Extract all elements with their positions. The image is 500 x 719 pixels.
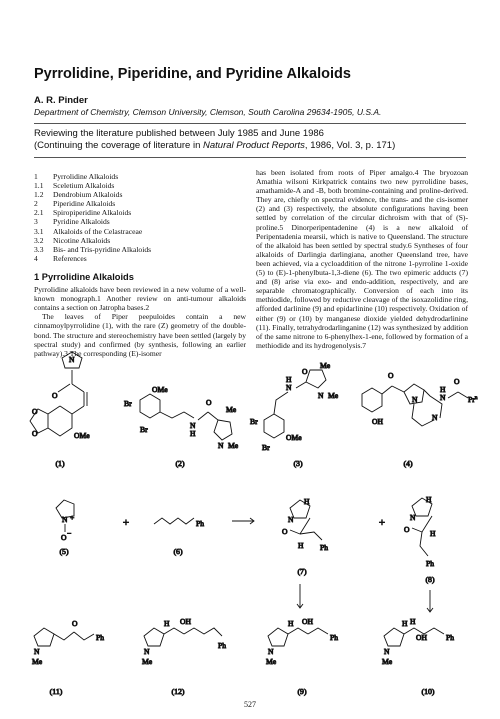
svg-text:OMe: OMe — [152, 385, 168, 394]
svg-text:Ph: Ph — [330, 633, 339, 642]
svg-text:O: O — [282, 527, 288, 536]
svg-text:N: N — [412, 395, 418, 404]
svg-text:Ph: Ph — [196, 519, 205, 528]
svg-text:OH: OH — [180, 617, 191, 626]
svg-text:N: N — [440, 393, 446, 402]
compound-label: (7) — [297, 567, 307, 576]
svg-text:H: H — [164, 619, 170, 628]
compound-label: (8) — [425, 575, 435, 584]
paragraph: The leaves of Piper peepuloides contain a new cinnamoylpyrrolidine (1), with the rare (Z) geometry of the double-bond. The structure and stereochemistry have been settled (largely by spectral study) and confirmed (by synthesis, following an earlier pathway).3 The corresponding (E)-isomer — [34, 312, 246, 358]
section-heading: 1 Pyrrolidine Alkaloids — [34, 271, 134, 282]
structure-10 — [382, 617, 454, 696]
compound-label: (3) — [293, 459, 303, 468]
svg-text:H: H — [402, 619, 408, 628]
paragraph: has been isolated from roots of Piper amalgo.4 The bryozoan Amathia wilsoni Kirkpatrick contains two new pyrrolidine bases, amathamide-A and -B, both bromine-containing and proline-derived. They are, chiefly on spectral evidence, the trans- and the cis-isomer (2) and (3) respectively, the absolute configurations having been settled by correlation of the circular dichroism with that of (S)-proline.5 Dinorperipentadenine (4) is a new alkaloid of Peripentadenia mearsii, which is native to Queensland. The structure of the alkaloid has been settled by spectral study.6 Syntheses of four alkaloids of Darlingia darlingiana, another Queensland tree, have been achieved, via a cycloaddition of the nitrone 1-pyrroline 1-oxide (5) to (E)-1-phenylbuta-1,3-diene (6). The two epimeric adducts (7) and (8) arise via exo- and endo-addition, respectively, and are separable chromatographically. Conversion of each into its methiodide, followed by reductive cleavage of the isoxazolidine ring, afforded darlinine (9) and epidarlinine (10) respectively. Oxidation of either (9) or (10) by manganese dioxide yielded dehydrodarlinine (11). Finally, tetrahydrodarlinganine (12) was synthesized by addition of the same nitrone to 6-phenylhex-1-ene, followed by formation of a methiodide and its hydrogenolysis.7 — [256, 168, 469, 350]
svg-text:Me: Me — [266, 657, 277, 666]
svg-text:N: N — [410, 513, 416, 522]
svg-text:Me: Me — [382, 657, 393, 666]
svg-text:H: H — [410, 617, 416, 626]
toc-label: Spiropiperidine Alkaloids — [53, 208, 132, 218]
svg-text:Me: Me — [226, 405, 237, 414]
compound-label: (10) — [421, 687, 435, 696]
svg-text:N: N — [69, 355, 75, 364]
svg-text:Br: Br — [140, 425, 148, 434]
toc-number: 4 — [34, 253, 38, 263]
svg-text:OMe: OMe — [286, 433, 302, 442]
toc-number: 1.1 — [34, 181, 44, 191]
compound-label: (5) — [59, 547, 69, 556]
plus-sign: + — [378, 517, 386, 529]
svg-text:N: N — [286, 383, 292, 392]
toc-label: Nicotine Alkaloids — [53, 235, 111, 245]
compound-label: (11) — [49, 687, 63, 696]
author-affiliation: Department of Chemistry, Clemson University, Clemson, South Carolina 29634-1905, U.S.A. — [34, 107, 382, 117]
toc-number: 3 — [34, 217, 38, 227]
svg-text:O: O — [302, 367, 308, 376]
svg-text:Me: Me — [142, 657, 153, 666]
toc-number: 3.2 — [34, 235, 44, 245]
reaction-arrow — [297, 584, 303, 608]
svg-text:H: H — [298, 541, 304, 550]
toc-label: Sceletium Alkaloids — [53, 181, 115, 191]
svg-text:H: H — [440, 385, 446, 394]
review-continuation: (Continuing the coverage of literature in Natural Product Reports, 1986, Vol. 3, p. 171) — [34, 140, 396, 151]
svg-text:OH: OH — [416, 633, 427, 642]
author-name: A. R. Pinder — [34, 95, 88, 106]
svg-text:H: H — [286, 375, 292, 384]
svg-text:O: O — [206, 398, 212, 407]
svg-text:Br: Br — [262, 443, 270, 452]
structure-11 — [32, 619, 104, 696]
svg-text:H: H — [430, 529, 436, 538]
structure-2 — [124, 385, 239, 468]
svg-text:N: N — [318, 391, 324, 400]
svg-text:N: N — [144, 647, 150, 656]
svg-text:OH: OH — [302, 617, 313, 626]
pyrrolidine-ring — [384, 628, 404, 646]
structure-5 — [56, 500, 74, 556]
structure-12 — [142, 617, 226, 696]
compound-label: (12) — [171, 687, 185, 696]
svg-text:H: H — [288, 619, 294, 628]
svg-text:Me: Me — [228, 441, 239, 450]
svg-text:Me: Me — [320, 361, 331, 370]
structure-8 — [404, 495, 436, 584]
pyrrolidine-ring — [144, 628, 164, 646]
pyrrolidine-ring — [34, 628, 54, 646]
svg-text:N: N — [384, 647, 390, 656]
phenol-ring — [362, 388, 382, 412]
svg-text:Ph: Ph — [446, 633, 455, 642]
compound-label: (9) — [297, 687, 307, 696]
svg-text:N: N — [288, 515, 294, 524]
svg-text:O: O — [388, 371, 394, 380]
svg-text:OMe: OMe — [74, 431, 90, 440]
structure-7 — [282, 497, 328, 576]
structure-4 — [362, 371, 478, 468]
svg-text:O: O — [454, 377, 460, 386]
svg-text:O: O — [61, 533, 67, 542]
toc-number: 2.1 — [34, 208, 44, 218]
reaction-arrow — [427, 590, 433, 612]
toc-number: 1 — [34, 172, 38, 181]
toc-label: Bis- and Tris-pyridine Alkaloids — [53, 244, 152, 254]
structure-6 — [154, 518, 204, 556]
svg-text:−: − — [67, 529, 72, 538]
compound-label: (2) — [175, 459, 185, 468]
reaction-arrow — [232, 518, 254, 524]
structure-9 — [266, 617, 338, 696]
svg-text:N: N — [190, 421, 196, 430]
pyrrolidine-ring — [208, 412, 232, 440]
toc-label: Pyridine Alkaloids — [53, 217, 110, 227]
toc-number: 2 — [34, 199, 38, 209]
svg-text:N: N — [62, 515, 68, 524]
svg-text:O: O — [72, 619, 78, 628]
pyrrolidine-ring — [306, 370, 326, 388]
journal-name: Natural Product Reports — [203, 140, 305, 151]
svg-text:Prn: Pr$^n$ — [468, 395, 478, 404]
svg-text:N: N — [268, 647, 274, 656]
page-number: 527 — [244, 700, 256, 709]
toc-label: Dendrobium Alkaloids — [53, 190, 123, 200]
svg-text:N: N — [34, 647, 40, 656]
svg-text:Ph: Ph — [96, 633, 105, 642]
compound-label: (4) — [403, 459, 413, 468]
toc-label: Pyrrolidine Alkaloids — [53, 172, 119, 181]
svg-text:H: H — [190, 429, 196, 438]
svg-text:N: N — [218, 441, 224, 450]
structure-1 — [30, 352, 90, 468]
svg-text:Ph: Ph — [426, 559, 435, 568]
svg-text:Ph: Ph — [320, 543, 329, 552]
svg-text:O: O — [52, 391, 58, 400]
review-period: Reviewing the literature published between July 1985 and June 1986 — [34, 128, 324, 139]
svg-text:Me: Me — [32, 657, 43, 666]
plus-sign: + — [122, 517, 130, 529]
benzene-ring — [264, 414, 284, 438]
toc-label: References — [53, 253, 87, 263]
toc-number: 1.2 — [34, 190, 44, 200]
article-title: Pyrrolidine, Piperidine, and Pyridine Alkaloids — [34, 66, 351, 82]
svg-text:Ph: Ph — [218, 641, 227, 650]
svg-text:Br: Br — [250, 417, 258, 426]
svg-text:O: O — [404, 525, 410, 534]
toc-label: Piperidine Alkaloids — [53, 199, 116, 209]
compound-label: (1) — [55, 459, 65, 468]
svg-text:H: H — [304, 497, 310, 506]
toc-number: 3.1 — [34, 226, 44, 236]
pyrrolidine-ring — [268, 628, 288, 646]
svg-text:Br: Br — [124, 399, 132, 408]
svg-text:O: O — [32, 407, 38, 416]
svg-text:+: + — [70, 513, 75, 522]
svg-text:O: O — [32, 429, 38, 438]
benzene-ring — [48, 406, 72, 436]
paragraph: Pyrrolidine alkaloids have been reviewed in a new volume of a well-known monograph.1 Another review on anti-tumour alkaloids contains a section on Jatropha bases.2 — [34, 285, 246, 313]
svg-text:OH: OH — [372, 417, 383, 426]
svg-text:H: H — [426, 495, 432, 504]
benzene-ring — [140, 394, 160, 418]
toc-number: 3.3 — [34, 244, 44, 254]
compound-label: (6) — [173, 547, 183, 556]
toc-label: Alkaloids of the Celastraceae — [53, 226, 143, 236]
structure-3 — [250, 361, 339, 468]
svg-text:Me: Me — [328, 391, 339, 400]
svg-text:N: N — [432, 413, 438, 422]
